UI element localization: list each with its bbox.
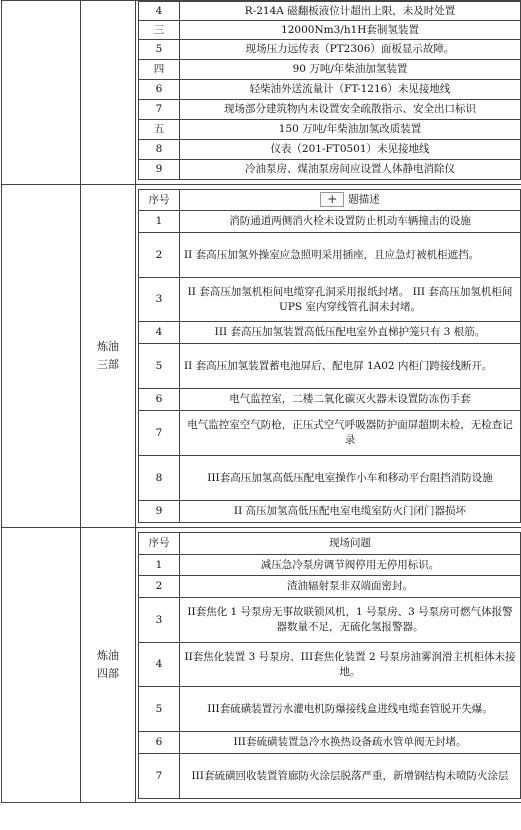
section-row xyxy=(2,528,521,803)
row-number: 7 xyxy=(139,754,180,799)
row-text: 减压急冷泵房调节阀停用无停用标识。 xyxy=(180,555,521,576)
row-text: III套硫磺装置污水灌电机防爆接线盒进线电缆套管脱开失爆。 xyxy=(180,687,521,732)
add-row-icon[interactable]: + xyxy=(320,192,344,207)
table-row xyxy=(139,576,521,598)
left-blank-cell xyxy=(2,1,81,185)
left-blank-cell xyxy=(2,528,81,803)
inner-table-cell xyxy=(136,1,521,185)
row-number: 7 xyxy=(139,100,180,120)
table-row xyxy=(139,21,521,40)
row-text: III套硫磺回收装置管廊防火涂层脱落严重，新增钢结构未喷防火涂层 xyxy=(180,754,521,799)
row-text: 冷油泵房、煤油泵房间应设置人体静电消除仪 xyxy=(180,160,521,180)
header-description xyxy=(180,190,521,211)
table-row xyxy=(139,40,521,60)
row-number: 8 xyxy=(139,140,180,160)
row-text: 电气监控室，二楼二氧化碳灭火器未设置防冻伤手套 xyxy=(180,389,521,411)
table-row xyxy=(139,555,521,576)
row-number: 五 xyxy=(139,120,180,140)
table-row xyxy=(139,60,521,80)
issues-table xyxy=(138,532,521,799)
dept-label: 炼油四部 xyxy=(97,649,119,680)
table-row xyxy=(139,411,521,456)
row-text: II 套高压加氢外操室应急照明采用插座，且应急灯被机柜遮挡。 xyxy=(180,233,521,278)
section-row xyxy=(2,185,521,528)
row-text: 渣油辐射泵非双端面密封。 xyxy=(180,576,521,598)
row-text: III 套高压加氢装置高低压配电室外直梯护笼只有 3 根筋。 xyxy=(180,322,521,344)
row-text: 电气监控室空气防枪，正压式空气呼吸器防护面屏超期未检，无检查记录 xyxy=(180,411,521,456)
table-row xyxy=(139,501,521,523)
row-number: 8 xyxy=(139,456,180,501)
row-number: 四 xyxy=(139,60,180,80)
row-number: 2 xyxy=(139,233,180,278)
table-row xyxy=(139,687,521,732)
row-number: 7 xyxy=(139,411,180,456)
row-number: 4 xyxy=(139,643,180,687)
table-header-row xyxy=(139,190,521,211)
row-text: 90 万吨/年柴油加氢装置 xyxy=(180,60,521,80)
section-row xyxy=(2,1,521,185)
row-text: II 套高压加氢机柜间电缆穿孔洞采用报纸封堵。 III 套高压加氢机柜间 UPS 室内穿线管孔洞未封堵。 xyxy=(180,278,521,322)
inner-table-cell xyxy=(136,528,521,803)
header-description: 现场问题 xyxy=(180,533,521,555)
table-row xyxy=(139,2,521,21)
table-row xyxy=(139,233,521,278)
row-text: II 套高压加氢装置蓄电池屏后、配电屏 1A02 内柜门跨接线断开。 xyxy=(180,344,521,389)
table-row xyxy=(139,344,521,389)
row-number: 5 xyxy=(139,344,180,389)
row-text: R-214A 磁翻板液位计超出上限，未及时处置 xyxy=(180,2,521,21)
row-text: 12000Nm3/h1H套制氢装置 xyxy=(180,21,521,40)
row-text: 仪表（201-FT0501）未见接地线 xyxy=(180,140,521,160)
table-row xyxy=(139,100,521,120)
row-text: III套硫磺装置急冷水换热设备疏水管单阀无封堵。 xyxy=(180,732,521,754)
row-text: 现场部分建筑物内未设置安全疏散指示、安全出口标识 xyxy=(180,100,521,120)
outer-table xyxy=(1,0,521,803)
dept-label: 炼油三部 xyxy=(97,340,119,371)
table-row xyxy=(139,754,521,799)
row-number: 9 xyxy=(139,501,180,523)
row-number: 6 xyxy=(139,732,180,754)
header-number: 序号 xyxy=(139,533,180,555)
table-row xyxy=(139,140,521,160)
row-number: 9 xyxy=(139,160,180,180)
table-row xyxy=(139,211,521,233)
dept-cell xyxy=(81,528,136,803)
row-text: III套高压加氢高低压配电室操作小车和移动平台阻挡消防设施 xyxy=(180,456,521,501)
row-number: 6 xyxy=(139,389,180,411)
row-text: II套焦化装置 3 号泵房、III套焦化装置 2 号泵房油雾润滑主机柜体未接地。 xyxy=(180,643,521,687)
row-number: 1 xyxy=(139,555,180,576)
table-header-row xyxy=(139,533,521,555)
row-text: II套焦化 1 号泵房无事故联锁风机，1 号泵房、3 号泵房可燃气体报警器数量不足，无硫化氢报警器。 xyxy=(180,598,521,643)
table-row xyxy=(139,643,521,687)
row-number: 3 xyxy=(139,278,180,322)
dept-cell xyxy=(81,185,136,528)
row-number: 5 xyxy=(139,687,180,732)
issues-table xyxy=(138,1,521,180)
table-row xyxy=(139,160,521,180)
row-number: 4 xyxy=(139,322,180,344)
row-number: 2 xyxy=(139,576,180,598)
table-row xyxy=(139,598,521,643)
left-blank-cell xyxy=(2,185,81,528)
row-number: 3 xyxy=(139,598,180,643)
table-row xyxy=(139,322,521,344)
table-row xyxy=(139,732,521,754)
dept-cell xyxy=(81,1,136,185)
header-number: 序号 xyxy=(139,190,180,211)
header-text: 题描述 xyxy=(348,193,380,206)
row-text: 消防通道两侧消火栓未设置防止机动车辆撞击的设施 xyxy=(180,211,521,233)
row-text: II 高压加氢高低压配电室电缆室防火门闭门器损坏 xyxy=(180,501,521,523)
row-number: 5 xyxy=(139,40,180,60)
row-number: 1 xyxy=(139,211,180,233)
table-row xyxy=(139,389,521,411)
table-row xyxy=(139,456,521,501)
row-text: 150 万吨/年柴油加氢改质装置 xyxy=(180,120,521,140)
table-row xyxy=(139,120,521,140)
row-text: 现场压力远传表（PT2306）面板显示故障。 xyxy=(180,40,521,60)
table-row xyxy=(139,278,521,322)
table-row xyxy=(139,80,521,100)
inner-table-cell xyxy=(136,185,521,528)
row-text: 轻柴油外送流量计（FT-1216）未见接地线 xyxy=(180,80,521,100)
row-number: 6 xyxy=(139,80,180,100)
issues-table xyxy=(138,189,521,523)
row-number: 三 xyxy=(139,21,180,40)
row-number: 4 xyxy=(139,2,180,21)
